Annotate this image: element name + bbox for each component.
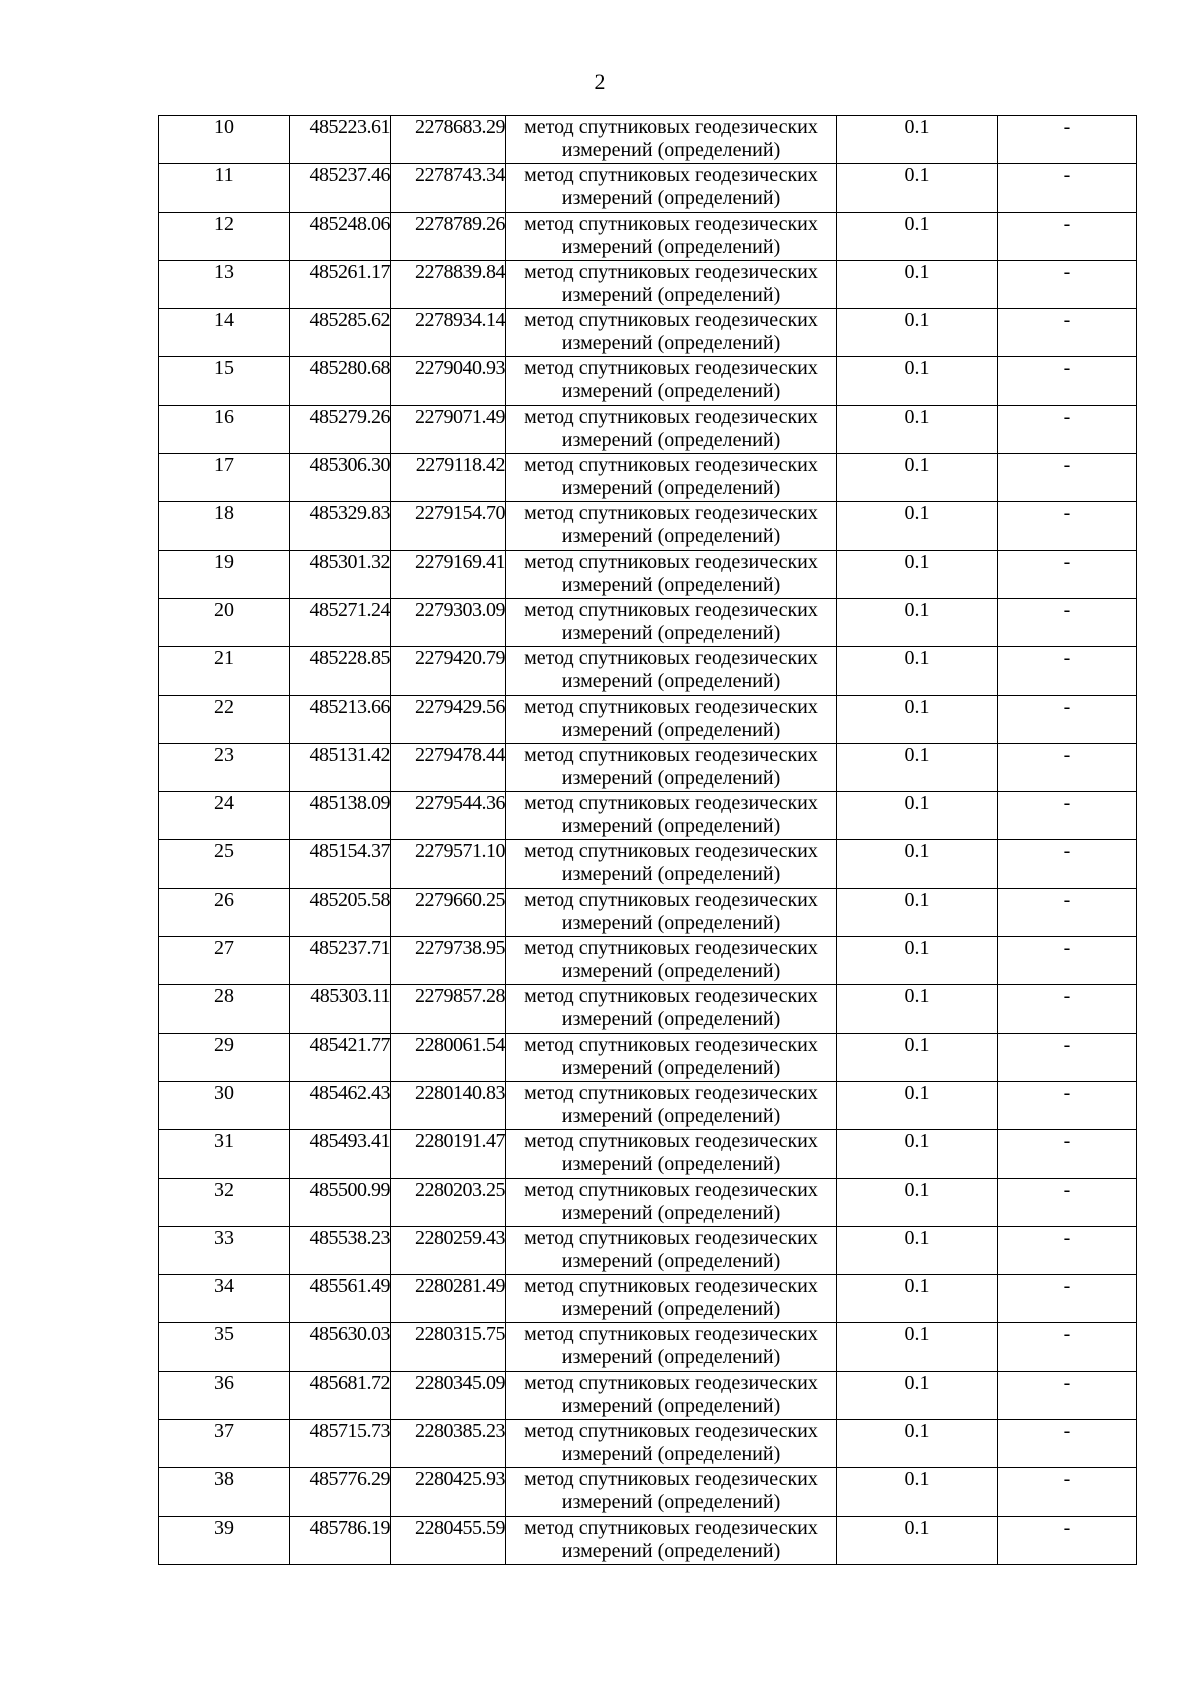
- x-coordinate-cell: 485237.71: [290, 937, 391, 985]
- table-row: [159, 1420, 1137, 1468]
- y-coordinate-cell: 2280191.47: [391, 1130, 506, 1178]
- method-cell: метод спутниковых геодезических измерений (определений): [506, 1178, 837, 1226]
- table-row: [159, 260, 1137, 308]
- description-cell: -: [998, 792, 1137, 840]
- description-cell: -: [998, 405, 1137, 453]
- point-number-cell: 16: [159, 405, 290, 453]
- y-coordinate-cell: 2279660.25: [391, 888, 506, 936]
- x-coordinate-cell: 485681.72: [290, 1371, 391, 1419]
- point-number-cell: 29: [159, 1033, 290, 1081]
- y-coordinate-cell: 2279478.44: [391, 743, 506, 791]
- point-number-cell: 35: [159, 1323, 290, 1371]
- description-cell: -: [998, 212, 1137, 260]
- description-cell: -: [998, 357, 1137, 405]
- method-cell: метод спутниковых геодезических измерений (определений): [506, 116, 837, 164]
- point-number-cell: 15: [159, 357, 290, 405]
- accuracy-cell: 0.1: [837, 888, 998, 936]
- table-row: [159, 1226, 1137, 1274]
- accuracy-cell: 0.1: [837, 1033, 998, 1081]
- table-row: [159, 1468, 1137, 1516]
- table-row: [159, 454, 1137, 502]
- point-number-cell: 21: [159, 647, 290, 695]
- y-coordinate-cell: 2280385.23: [391, 1420, 506, 1468]
- x-coordinate-cell: 485493.41: [290, 1130, 391, 1178]
- y-coordinate-cell: 2280203.25: [391, 1178, 506, 1226]
- point-number-cell: 33: [159, 1226, 290, 1274]
- accuracy-cell: 0.1: [837, 792, 998, 840]
- table-row: [159, 1371, 1137, 1419]
- accuracy-cell: 0.1: [837, 405, 998, 453]
- x-coordinate-cell: 485280.68: [290, 357, 391, 405]
- x-coordinate-cell: 485306.30: [290, 454, 391, 502]
- point-number-cell: 28: [159, 985, 290, 1033]
- table-row: [159, 1275, 1137, 1323]
- method-cell: метод спутниковых геодезических измерений (определений): [506, 454, 837, 502]
- x-coordinate-cell: 485279.26: [290, 405, 391, 453]
- method-cell: метод спутниковых геодезических измерений (определений): [506, 1275, 837, 1323]
- description-cell: -: [998, 1178, 1137, 1226]
- description-cell: -: [998, 1323, 1137, 1371]
- description-cell: -: [998, 1468, 1137, 1516]
- table-row: [159, 598, 1137, 646]
- description-cell: -: [998, 840, 1137, 888]
- x-coordinate-cell: 485138.09: [290, 792, 391, 840]
- y-coordinate-cell: 2280259.43: [391, 1226, 506, 1274]
- method-cell: метод спутниковых геодезических измерений (определений): [506, 1420, 837, 1468]
- accuracy-cell: 0.1: [837, 1516, 998, 1564]
- method-cell: метод спутниковых геодезических измерений (определений): [506, 1323, 837, 1371]
- description-cell: -: [998, 937, 1137, 985]
- y-coordinate-cell: 2279544.36: [391, 792, 506, 840]
- accuracy-cell: 0.1: [837, 647, 998, 695]
- accuracy-cell: 0.1: [837, 840, 998, 888]
- y-coordinate-cell: 2280425.93: [391, 1468, 506, 1516]
- table-row: [159, 405, 1137, 453]
- point-number-cell: 32: [159, 1178, 290, 1226]
- x-coordinate-cell: 485154.37: [290, 840, 391, 888]
- x-coordinate-cell: 485131.42: [290, 743, 391, 791]
- method-cell: метод спутниковых геодезических измерений (определений): [506, 743, 837, 791]
- description-cell: -: [998, 1516, 1137, 1564]
- x-coordinate-cell: 485462.43: [290, 1081, 391, 1129]
- description-cell: -: [998, 550, 1137, 598]
- table-row: [159, 1178, 1137, 1226]
- point-number-cell: 36: [159, 1371, 290, 1419]
- y-coordinate-cell: 2280061.54: [391, 1033, 506, 1081]
- method-cell: метод спутниковых геодезических измерений (определений): [506, 1130, 837, 1178]
- method-cell: метод спутниковых геодезических измерений (определений): [506, 260, 837, 308]
- y-coordinate-cell: 2278743.34: [391, 164, 506, 212]
- description-cell: -: [998, 309, 1137, 357]
- table-row: [159, 888, 1137, 936]
- table-row: [159, 840, 1137, 888]
- point-number-cell: 37: [159, 1420, 290, 1468]
- coordinates-table-body: [159, 116, 1137, 1565]
- table-row: [159, 695, 1137, 743]
- method-cell: метод спутниковых геодезических измерений (определений): [506, 985, 837, 1033]
- y-coordinate-cell: 2279154.70: [391, 502, 506, 550]
- table-row: [159, 792, 1137, 840]
- x-coordinate-cell: 485213.66: [290, 695, 391, 743]
- table-row: [159, 116, 1137, 164]
- table-row: [159, 647, 1137, 695]
- method-cell: метод спутниковых геодезических измерений (определений): [506, 840, 837, 888]
- method-cell: метод спутниковых геодезических измерений (определений): [506, 1516, 837, 1564]
- y-coordinate-cell: 2279071.49: [391, 405, 506, 453]
- x-coordinate-cell: 485285.62: [290, 309, 391, 357]
- accuracy-cell: 0.1: [837, 1275, 998, 1323]
- table-row: [159, 1130, 1137, 1178]
- accuracy-cell: 0.1: [837, 116, 998, 164]
- method-cell: метод спутниковых геодезических измерений (определений): [506, 937, 837, 985]
- y-coordinate-cell: 2278789.26: [391, 212, 506, 260]
- x-coordinate-cell: 485228.85: [290, 647, 391, 695]
- description-cell: -: [998, 454, 1137, 502]
- accuracy-cell: 0.1: [837, 985, 998, 1033]
- point-number-cell: 23: [159, 743, 290, 791]
- y-coordinate-cell: 2279040.93: [391, 357, 506, 405]
- accuracy-cell: 0.1: [837, 1081, 998, 1129]
- table-row: [159, 1033, 1137, 1081]
- point-number-cell: 34: [159, 1275, 290, 1323]
- point-number-cell: 12: [159, 212, 290, 260]
- description-cell: -: [998, 1226, 1137, 1274]
- x-coordinate-cell: 485715.73: [290, 1420, 391, 1468]
- description-cell: -: [998, 164, 1137, 212]
- page-number: 2: [594, 69, 606, 94]
- x-coordinate-cell: 485421.77: [290, 1033, 391, 1081]
- y-coordinate-cell: 2280281.49: [391, 1275, 506, 1323]
- method-cell: метод спутниковых геодезических измерений (определений): [506, 598, 837, 646]
- method-cell: метод спутниковых геодезических измерений (определений): [506, 1081, 837, 1129]
- method-cell: метод спутниковых геодезических измерений (определений): [506, 309, 837, 357]
- method-cell: метод спутниковых геодезических измерений (определений): [506, 1033, 837, 1081]
- accuracy-cell: 0.1: [837, 164, 998, 212]
- description-cell: -: [998, 888, 1137, 936]
- point-number-cell: 24: [159, 792, 290, 840]
- x-coordinate-cell: 485776.29: [290, 1468, 391, 1516]
- description-cell: -: [998, 502, 1137, 550]
- method-cell: метод спутниковых геодезических измерений (определений): [506, 1371, 837, 1419]
- point-number-cell: 39: [159, 1516, 290, 1564]
- point-number-cell: 19: [159, 550, 290, 598]
- accuracy-cell: 0.1: [837, 1468, 998, 1516]
- point-number-cell: 26: [159, 888, 290, 936]
- table-row: [159, 1081, 1137, 1129]
- x-coordinate-cell: 485786.19: [290, 1516, 391, 1564]
- accuracy-cell: 0.1: [837, 598, 998, 646]
- table-row: [159, 164, 1137, 212]
- point-number-cell: 27: [159, 937, 290, 985]
- x-coordinate-cell: 485301.32: [290, 550, 391, 598]
- description-cell: -: [998, 985, 1137, 1033]
- accuracy-cell: 0.1: [837, 502, 998, 550]
- table-row: [159, 309, 1137, 357]
- table-row: [159, 212, 1137, 260]
- coordinates-table: [158, 115, 1137, 1565]
- accuracy-cell: 0.1: [837, 1178, 998, 1226]
- x-coordinate-cell: 485303.11: [290, 985, 391, 1033]
- method-cell: метод спутниковых геодезических измерений (определений): [506, 502, 837, 550]
- x-coordinate-cell: 485271.24: [290, 598, 391, 646]
- x-coordinate-cell: 485261.17: [290, 260, 391, 308]
- y-coordinate-cell: 2279429.56: [391, 695, 506, 743]
- point-number-cell: 17: [159, 454, 290, 502]
- y-coordinate-cell: 2280345.09: [391, 1371, 506, 1419]
- method-cell: метод спутниковых геодезических измерений (определений): [506, 792, 837, 840]
- method-cell: метод спутниковых геодезических измерений (определений): [506, 1226, 837, 1274]
- x-coordinate-cell: 485237.46: [290, 164, 391, 212]
- point-number-cell: 13: [159, 260, 290, 308]
- description-cell: -: [998, 1420, 1137, 1468]
- x-coordinate-cell: 485329.83: [290, 502, 391, 550]
- description-cell: -: [998, 1081, 1137, 1129]
- y-coordinate-cell: 2280315.75: [391, 1323, 506, 1371]
- y-coordinate-cell: 2279420.79: [391, 647, 506, 695]
- point-number-cell: 20: [159, 598, 290, 646]
- description-cell: -: [998, 1275, 1137, 1323]
- accuracy-cell: 0.1: [837, 454, 998, 502]
- y-coordinate-cell: 2278934.14: [391, 309, 506, 357]
- y-coordinate-cell: 2279738.95: [391, 937, 506, 985]
- x-coordinate-cell: 485500.99: [290, 1178, 391, 1226]
- point-number-cell: 31: [159, 1130, 290, 1178]
- point-number-cell: 30: [159, 1081, 290, 1129]
- accuracy-cell: 0.1: [837, 212, 998, 260]
- accuracy-cell: 0.1: [837, 550, 998, 598]
- description-cell: -: [998, 116, 1137, 164]
- table-row: [159, 1516, 1137, 1564]
- accuracy-cell: 0.1: [837, 260, 998, 308]
- method-cell: метод спутниковых геодезических измерений (определений): [506, 888, 837, 936]
- y-coordinate-cell: 2280140.83: [391, 1081, 506, 1129]
- accuracy-cell: 0.1: [837, 695, 998, 743]
- method-cell: метод спутниковых геодезических измерений (определений): [506, 550, 837, 598]
- y-coordinate-cell: 2279303.09: [391, 598, 506, 646]
- x-coordinate-cell: 485630.03: [290, 1323, 391, 1371]
- x-coordinate-cell: 485561.49: [290, 1275, 391, 1323]
- table-row: [159, 743, 1137, 791]
- point-number-cell: 10: [159, 116, 290, 164]
- x-coordinate-cell: 485248.06: [290, 212, 391, 260]
- description-cell: -: [998, 1033, 1137, 1081]
- accuracy-cell: 0.1: [837, 1371, 998, 1419]
- point-number-cell: 14: [159, 309, 290, 357]
- y-coordinate-cell: 2279857.28: [391, 985, 506, 1033]
- description-cell: -: [998, 1371, 1137, 1419]
- method-cell: метод спутниковых геодезических измерений (определений): [506, 212, 837, 260]
- point-number-cell: 25: [159, 840, 290, 888]
- y-coordinate-cell: 2278839.84: [391, 260, 506, 308]
- description-cell: -: [998, 1130, 1137, 1178]
- table-row: [159, 985, 1137, 1033]
- method-cell: метод спутниковых геодезических измерений (определений): [506, 1468, 837, 1516]
- description-cell: -: [998, 260, 1137, 308]
- accuracy-cell: 0.1: [837, 1420, 998, 1468]
- y-coordinate-cell: 2279118.42: [391, 454, 506, 502]
- method-cell: метод спутниковых геодезических измерений (определений): [506, 164, 837, 212]
- accuracy-cell: 0.1: [837, 937, 998, 985]
- description-cell: -: [998, 647, 1137, 695]
- x-coordinate-cell: 485205.58: [290, 888, 391, 936]
- y-coordinate-cell: 2280455.59: [391, 1516, 506, 1564]
- point-number-cell: 11: [159, 164, 290, 212]
- point-number-cell: 22: [159, 695, 290, 743]
- description-cell: -: [998, 695, 1137, 743]
- accuracy-cell: 0.1: [837, 743, 998, 791]
- y-coordinate-cell: 2279571.10: [391, 840, 506, 888]
- accuracy-cell: 0.1: [837, 309, 998, 357]
- table-row: [159, 937, 1137, 985]
- x-coordinate-cell: 485538.23: [290, 1226, 391, 1274]
- table-row: [159, 502, 1137, 550]
- method-cell: метод спутниковых геодезических измерений (определений): [506, 695, 837, 743]
- table-row: [159, 1323, 1137, 1371]
- y-coordinate-cell: 2278683.29: [391, 116, 506, 164]
- y-coordinate-cell: 2279169.41: [391, 550, 506, 598]
- point-number-cell: 18: [159, 502, 290, 550]
- accuracy-cell: 0.1: [837, 1226, 998, 1274]
- accuracy-cell: 0.1: [837, 357, 998, 405]
- method-cell: метод спутниковых геодезических измерений (определений): [506, 357, 837, 405]
- description-cell: -: [998, 598, 1137, 646]
- point-number-cell: 38: [159, 1468, 290, 1516]
- accuracy-cell: 0.1: [837, 1323, 998, 1371]
- method-cell: метод спутниковых геодезических измерений (определений): [506, 405, 837, 453]
- table-row: [159, 357, 1137, 405]
- table-row: [159, 550, 1137, 598]
- method-cell: метод спутниковых геодезических измерений (определений): [506, 647, 837, 695]
- x-coordinate-cell: 485223.61: [290, 116, 391, 164]
- accuracy-cell: 0.1: [837, 1130, 998, 1178]
- description-cell: -: [998, 743, 1137, 791]
